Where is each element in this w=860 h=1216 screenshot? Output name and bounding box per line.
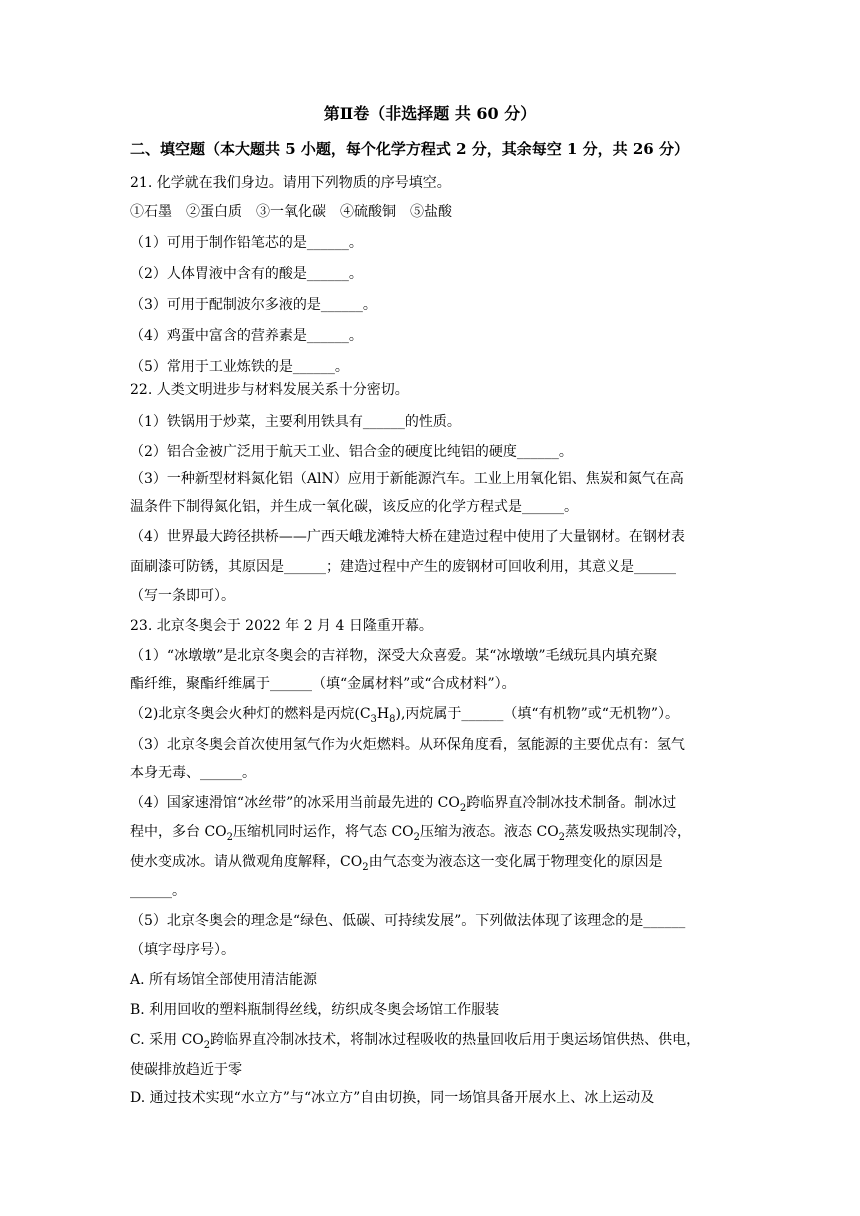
- subscript: 2: [558, 831, 566, 843]
- q22-item-3-line2: 温条件下制得氮化铝，并生成一氧化碳，该反应的化学方程式是______。: [130, 499, 578, 515]
- q23-p1-line1: （1）“冰墩墩”是北京冬奥会的吉祥物，深受大众喜爱。某“冰墩墩”毛绒玩具内填充聚: [130, 648, 658, 664]
- option-d: D. 通过技术实现“水立方”与“冰立方”自由切换，同一场馆具备开展水上、冰上运动及: [130, 1090, 655, 1106]
- q23-p1-line2: 酯纤维，聚酯纤维属于______（填“金属材料”或“合成材料”）。: [130, 676, 516, 692]
- q23-p4-line1: （4）国家速滑馆“冰丝带”的冰采用当前最先进的 $CO_2$跨临界直冷制冰技术制备。制冰过: [130, 795, 677, 814]
- q21-item-4: （4）鸡蛋中富含的营养素是______。: [130, 328, 363, 344]
- q22-item-1: （1）铁锅用于炒菜，主要利用铁具有______的性质。: [130, 414, 461, 430]
- q22-item-4-line1: （4）世界最大跨径拱桥——广西天峨龙滩特大桥在建造过程中使用了大量钢材。在钢材表: [130, 529, 685, 545]
- q21-stem: 21. 化学就在我们身边。请用下列物质的序号填空。: [130, 175, 451, 191]
- q22-item-2: （2）铝合金被广泛用于航天工业、铝合金的硬度比纯铝的硬度______。: [130, 444, 573, 460]
- q23-p5-line2: （填字母序号）。: [130, 942, 235, 958]
- subscript: 2: [362, 861, 369, 873]
- q23-stem: 23. 北京冬奥会于 2022 年 2 月 4 日隆重开幕。: [130, 618, 433, 634]
- q23-p4-line3: 使水变成冰。请从微观角度解释，$CO_2$由气态变为液态这一变化属于物理变化的原因是: [130, 854, 663, 873]
- q22-item-3-line1: （3）一种新型材料氮化铝（AlN）应用于新能源汽车。工业上用氧化铝、焦炭和氮气在高: [130, 471, 684, 487]
- q23-p4-line2: 程中，多台 $CO_2$压缩机同时运作，将气态 $CO_2$压缩为液态。液态 $CO_2$蒸发吸热实现制冷，: [130, 824, 692, 843]
- q23-p3-line1: （3）北京冬奥会首次使用氢气作为火炬燃料。从环保角度看，氢能源的主要优点有：氢气: [130, 737, 685, 753]
- q21-options: ①石墨 ②蛋白质 ③一氧化碳 ④硫酸铜 ⑤盐酸: [130, 204, 452, 220]
- subscript: 2: [226, 831, 234, 843]
- subscript: 2: [459, 802, 467, 814]
- q23-p5-line1: （5）北京冬奥会的理念是“绿色、低碳、可持续发展”。下列做法体现了该理念的是______: [130, 913, 686, 929]
- option-a: A. 所有场馆全部使用清洁能源: [130, 972, 318, 988]
- q22-item-4-line3: （写一条即可）。: [130, 588, 235, 604]
- q23-p2: （2)北京冬奥会火种灯的燃料是丙烷$(C_3H_8)$,丙烷属于______（填“有机物”或“无机物”）。: [130, 706, 680, 725]
- q21-item-3: （3）可用于配制波尔多液的是______。: [130, 297, 377, 313]
- q21-item-1: （1）可用于制作铅笔芯的是______。: [130, 235, 363, 251]
- q22-stem: 22. 人类文明进步与材料发展关系十分密切。: [130, 382, 409, 398]
- part-title: 第Ⅱ卷（非选择题 共 60 分）: [323, 104, 537, 123]
- subscript: 2: [413, 831, 421, 843]
- section-heading: 二、填空题（本大题共 5 小题，每个化学方程式 2 分，其余每空 1 分，共 26 分）: [130, 140, 689, 158]
- option-c-line1: C. 采用 $CO_2$跨临界直冷制冰技术，将制冰过程吸收的热量回收后用于奥运场馆供热、供电，: [130, 1032, 701, 1051]
- q23-p3-line2: 本身无毒、______。: [130, 765, 256, 781]
- option-b: B. 利用回收的塑料瓶制得丝线，纺织成冬奥会场馆工作服装: [130, 1002, 500, 1018]
- subscript: 3: [370, 713, 377, 725]
- q23-p4-line4: ______。: [130, 883, 186, 899]
- q21-item-2: （2）人体胃液中含有的酸是______。: [130, 266, 363, 282]
- q22-item-4-line2: 面刷漆可防锈，其原因是______；建造过程中产生的废钢材可回收利用，其意义是______: [130, 559, 676, 575]
- subscript: 2: [203, 1039, 211, 1051]
- option-c-line2: 使碳排放趋近于零: [130, 1062, 242, 1078]
- q21-item-5: （5）常用于工业炼铁的是______。: [130, 359, 349, 375]
- subscript: 8: [389, 713, 396, 725]
